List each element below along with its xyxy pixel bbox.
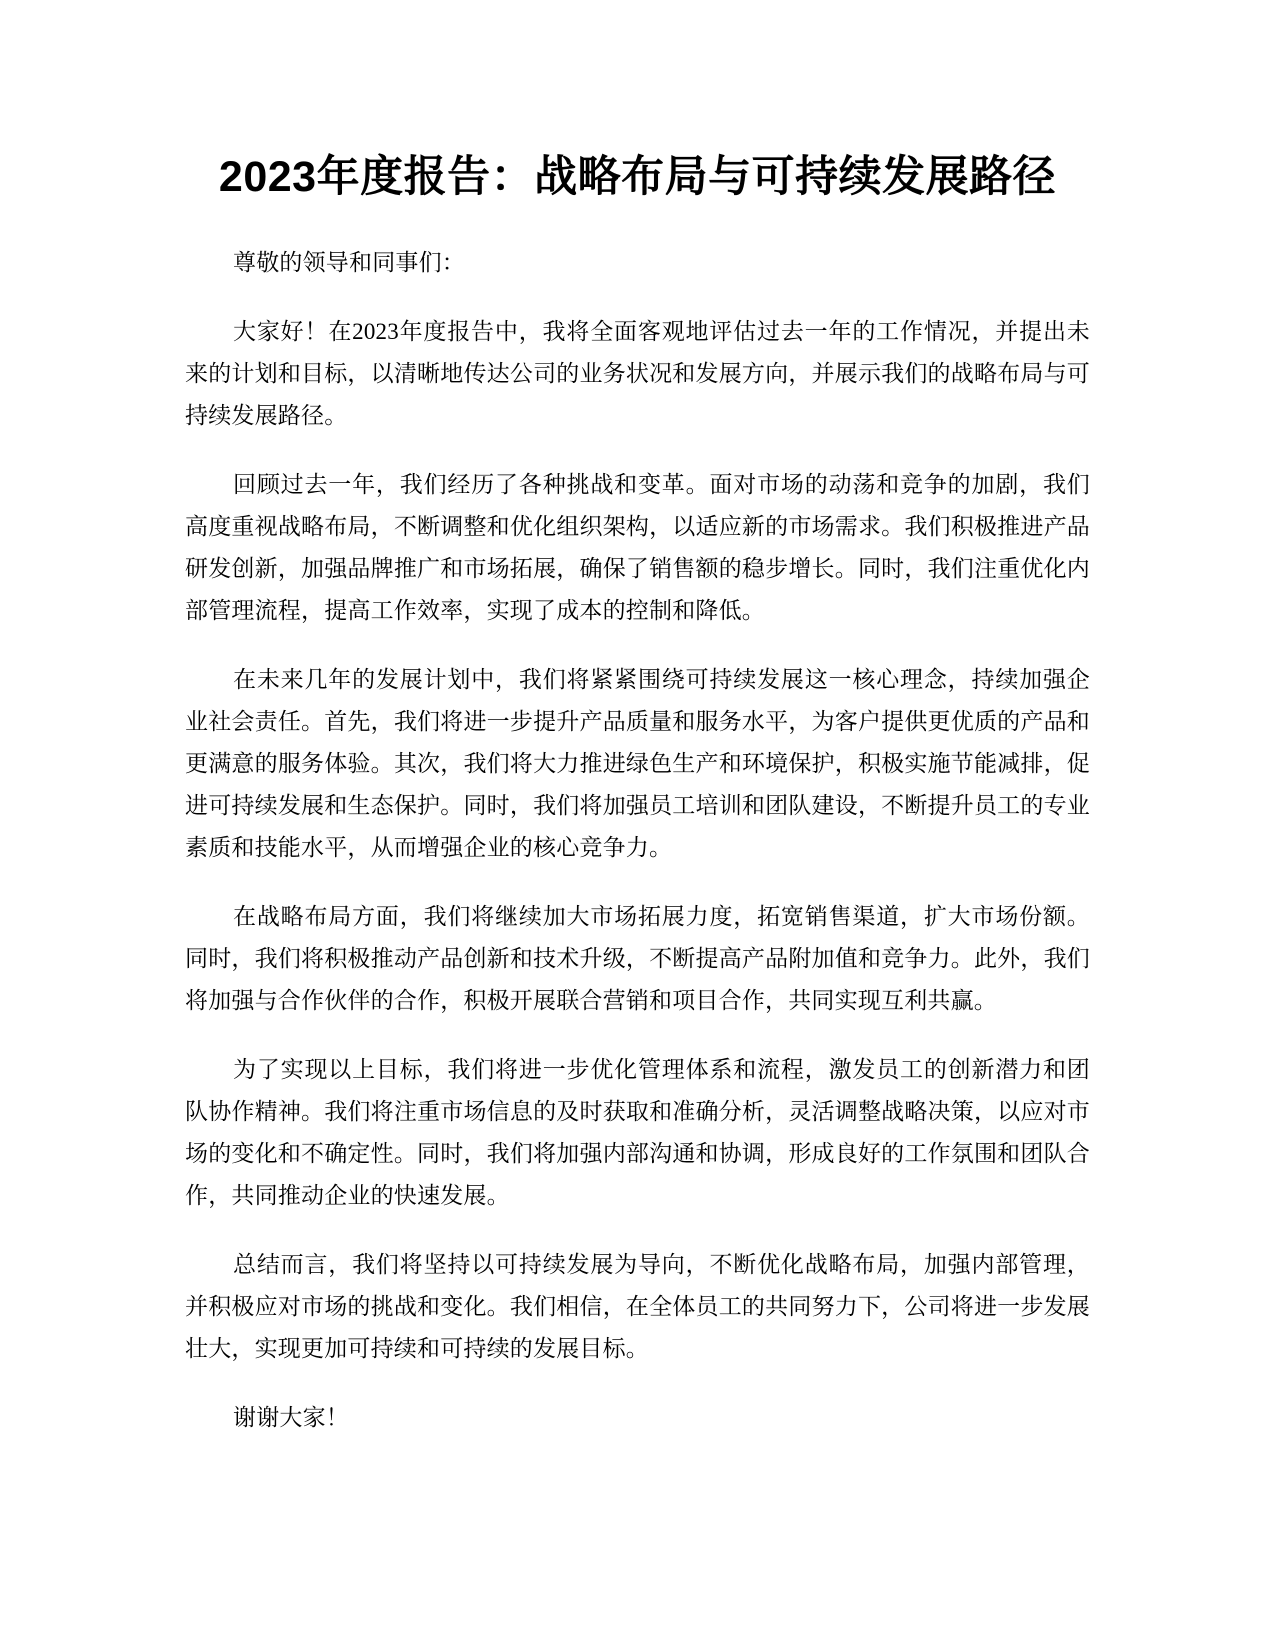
paragraph-future-plan: 在未来几年的发展计划中，我们将紧紧围绕可持续发展这一核心理念，持续加强企业社会责任。首先，我们将进一步提升产品质量和服务水平，为客户提供更优质的产品和更满意的服务体验。其次，我们将大力推进绿色生产和环境保护，积极实施节能减排，促进可持续发展和生态保护。同时，我们将加强员工培训和团队建设，不断提升员工的专业素质和技能水平，从而增强企业的核心竞争力。 <box>185 667 1090 860</box>
document-body <box>185 242 1090 1439</box>
paragraph-goals: 为了实现以上目标，我们将进一步优化管理体系和流程，激发员工的创新潜力和团队协作精神。我们将注重市场信息的及时获取和准确分析，灵活调整战略决策，以应对市场的变化和不确定性。同时，我们将加强内部沟通和协调，形成良好的工作氛围和团队合作，共同推动企业的快速发展。 <box>185 1057 1090 1208</box>
paragraph-strategy: 在战略布局方面，我们将继续加大市场拓展力度，拓宽销售渠道，扩大市场份额。同时，我们将积极推动产品创新和技术升级，不断提高产品附加值和竞争力。此外，我们将加强与合作伙伴的合作，积极开展联合营销和项目合作，共同实现互利共赢。 <box>185 904 1090 1013</box>
paragraph-intro: 大家好！在2023年度报告中，我将全面客观地评估过去一年的工作情况，并提出未来的计划和目标，以清晰地传达公司的业务状况和发展方向，并展示我们的战略布局与可持续发展路径。 <box>185 319 1090 428</box>
closing-thanks: 谢谢大家！ <box>233 1405 349 1430</box>
document-title: 2023年度报告：战略布局与可持续发展路径 <box>218 153 1057 201</box>
paragraph-review: 回顾过去一年，我们经历了各种挑战和变革。面对市场的动荡和竞争的加剧，我们高度重视战略布局，不断调整和优化组织架构，以适应新的市场需求。我们积极推进产品研发创新，加强品牌推广和市场拓展，确保了销售额的稳步增长。同时，我们注重优化内部管理流程，提高工作效率，实现了成本的控制和降低。 <box>185 472 1090 623</box>
document-page <box>185 0 1090 1466</box>
salutation: 尊敬的领导和同事们： <box>233 250 465 275</box>
paragraph-summary: 总结而言，我们将坚持以可持续发展为导向，不断优化战略布局，加强内部管理，并积极应对市场的挑战和变化。我们相信，在全体员工的共同努力下，公司将进一步发展壮大，实现更加可持续和可持续的发展目标。 <box>185 1252 1090 1361</box>
